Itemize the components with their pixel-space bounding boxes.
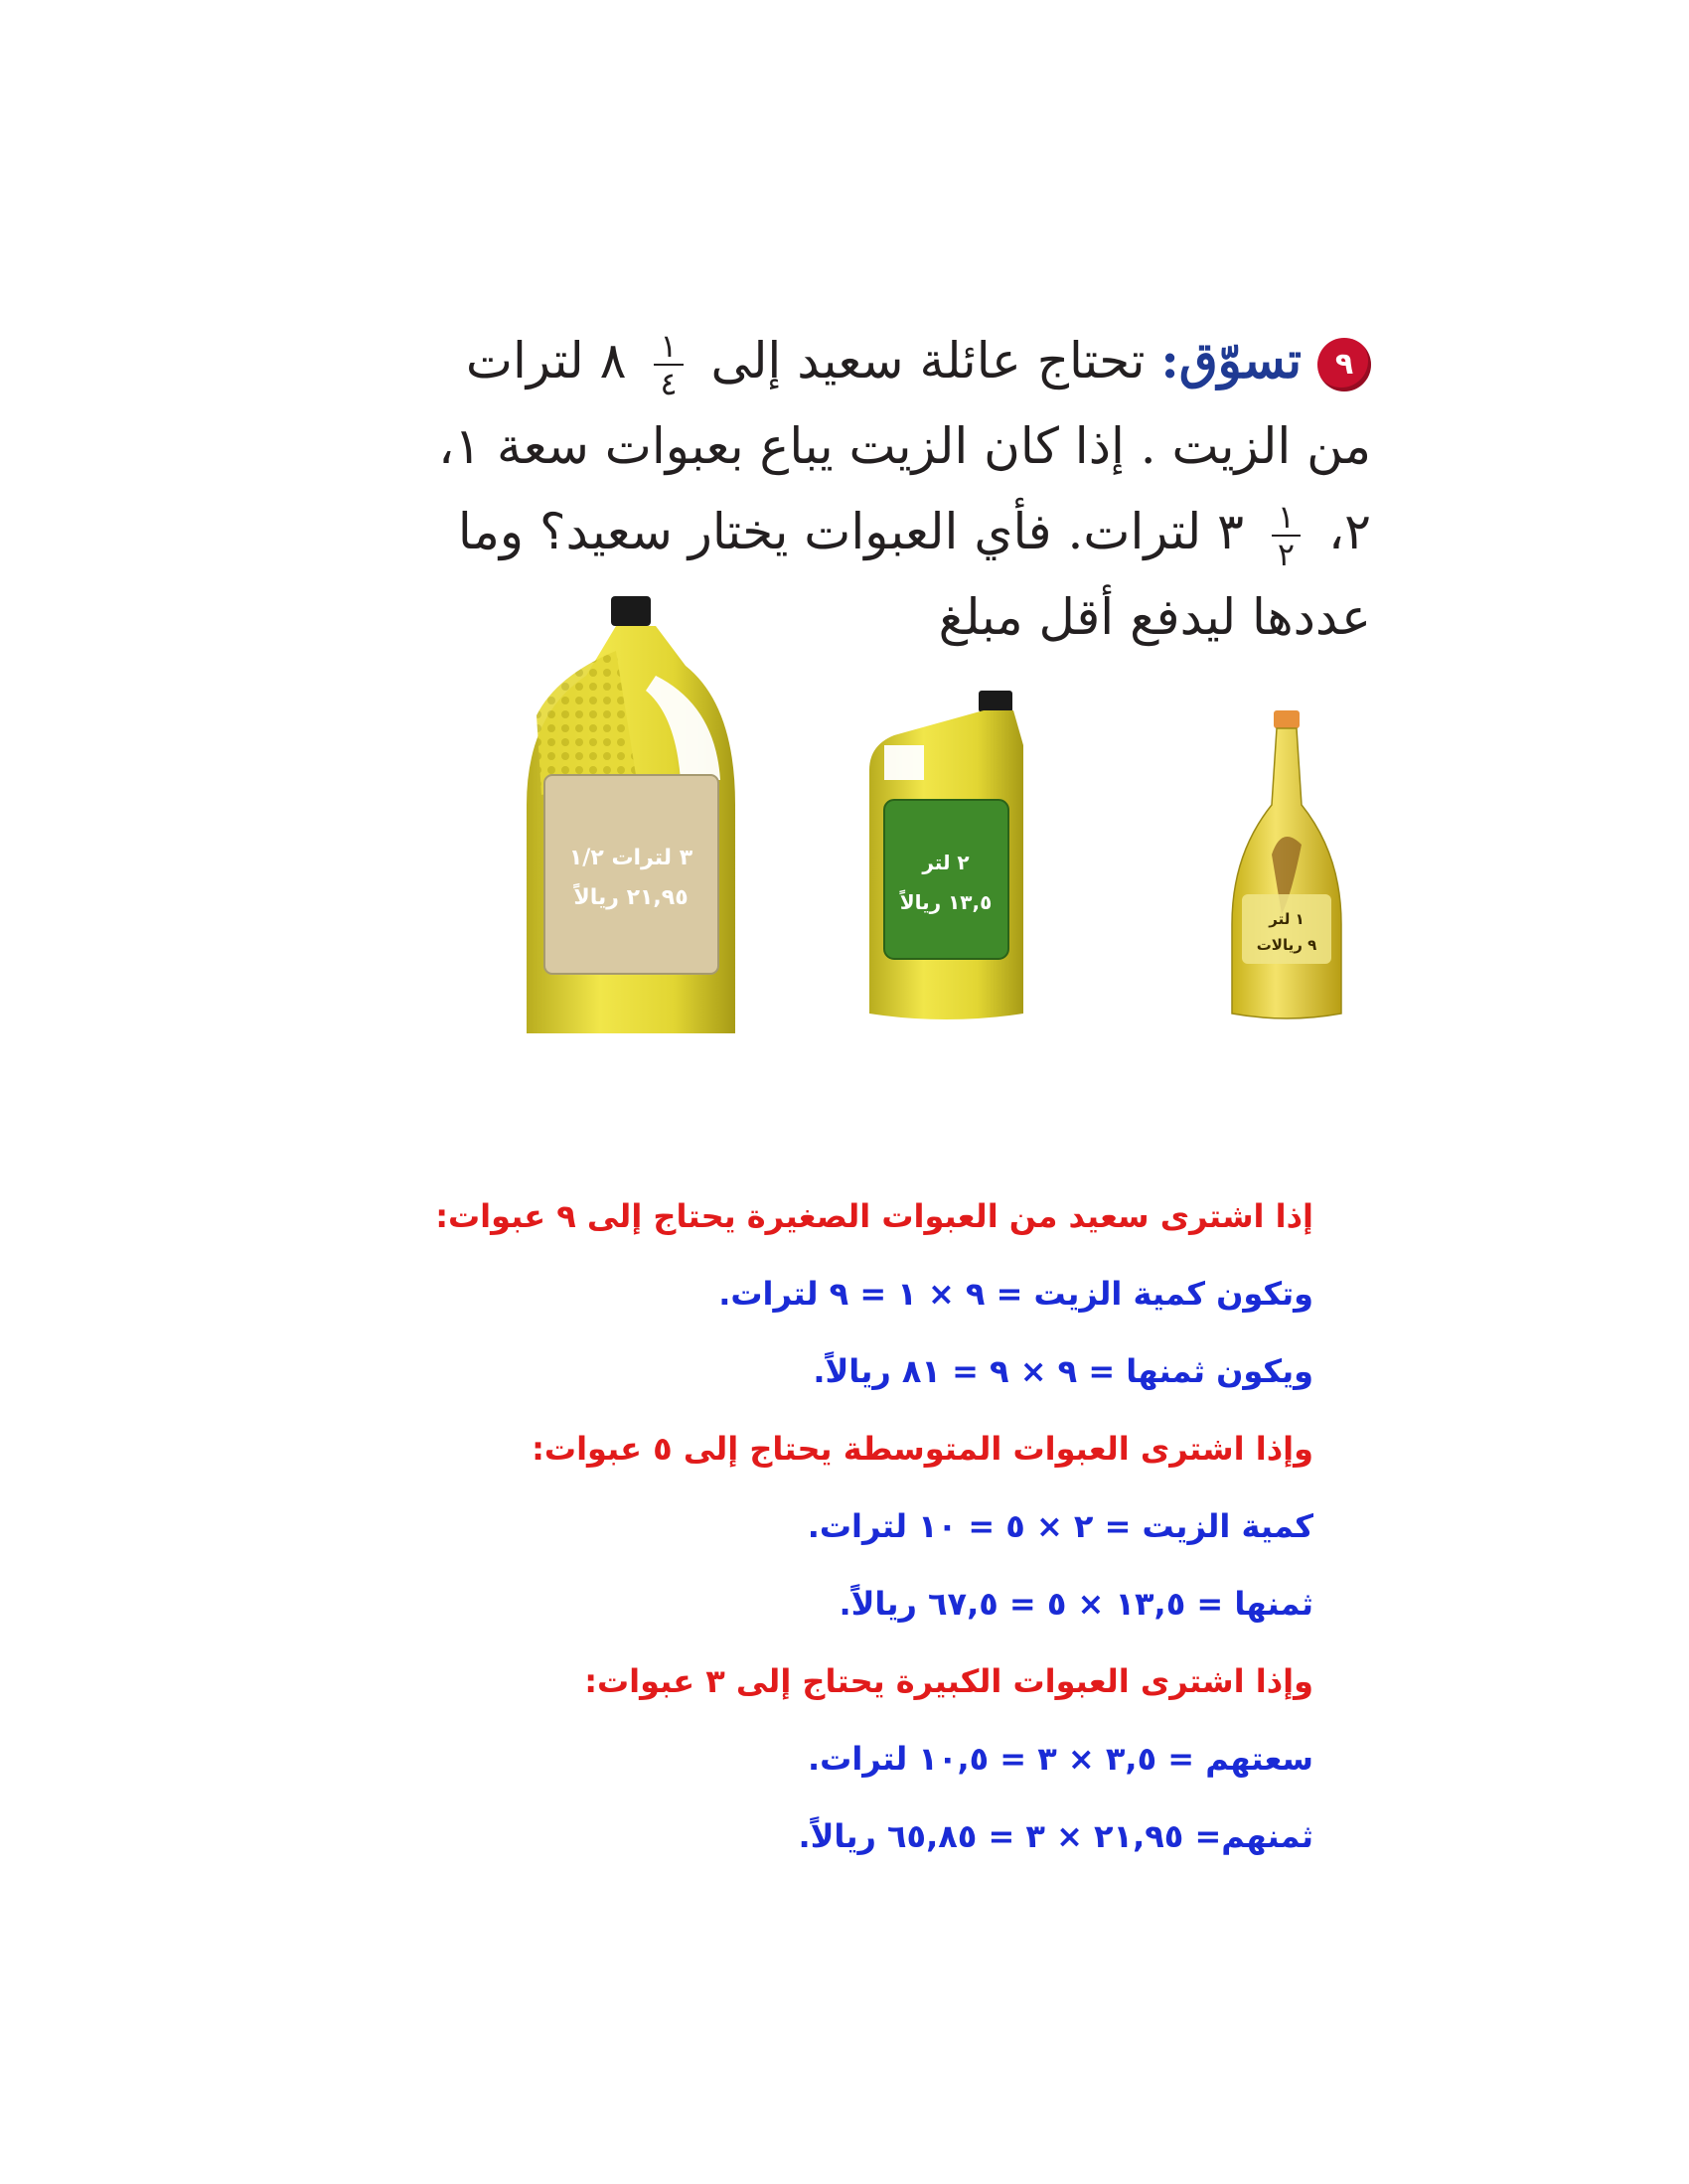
solution-line: ويكون ثمنها = ٩ × ٩ = ٨١ ريالاً. (813, 1352, 1313, 1390)
problem-text-1b: ٨ لترات (465, 332, 627, 390)
large-jug-price-label: ٢١,٩٥ ريالاً (573, 885, 689, 910)
oil-bottles-illustration (517, 596, 1446, 1033)
solution-line: ثمنها = ١٣,٥ × ٥ = ٦٧,٥ ريالاً. (839, 1585, 1313, 1623)
fraction-quarter (654, 328, 683, 401)
solution-block (417, 1177, 1313, 1875)
fraction-numerator: ١ (1272, 499, 1301, 537)
problem-line-2: من الزيت . إذا كان الزيت يباع بعبوات سعة ١، (438, 417, 1371, 475)
problem-line-1 (427, 318, 1371, 403)
solution-line: سعتهم = ٣,٥ × ٣ = ١٠,٥ لترات. (808, 1740, 1313, 1778)
medium-oil-jug (869, 691, 1023, 1019)
small-oil-bottle (1232, 710, 1341, 1018)
problem-text-3a: ٢، (1328, 503, 1371, 560)
large-jug-size-label: ٣ لترات ١/٢ (568, 846, 693, 870)
question-number-badge: ٩ (1317, 338, 1371, 391)
problem-line-4: عددها ليدفع أقل مبلغ (938, 588, 1371, 646)
fraction-denominator: ٢ (1277, 536, 1296, 573)
medium-jug-price-label: ١٣,٥ ريالاً (899, 890, 993, 914)
medium-jug-size-label: ٢ لتر (922, 851, 970, 874)
small-bottle-price-label: ٩ ريالات (1256, 936, 1317, 954)
solution-line: ثمنهم= ٢١,٩٥ × ٣ = ٦٥,٨٥ ريالاً. (798, 1817, 1313, 1855)
solution-line: وإذا اشترى العبوات المتوسطة يحتاج إلى ٥ عبوات: (532, 1430, 1313, 1468)
problem-title: تسوّق: (1160, 331, 1302, 390)
large-oil-jug (527, 596, 735, 1033)
problem-text-3b: ٣ لترات. فأي العبوات يختار سعيد؟ وما (457, 503, 1244, 560)
small-bottle-size-label: ١ لتر (1269, 910, 1305, 928)
problem-line-3 (427, 489, 1371, 574)
fraction-denominator: ٤ (660, 365, 678, 402)
solution-line: كمية الزيت = ٢ × ٥ = ١٠ لترات. (807, 1507, 1313, 1545)
solution-line: وتكون كمية الزيت = ٩ × ١ = ٩ لترات. (718, 1275, 1313, 1313)
solution-line: إذا اشترى سعيد من العبوات الصغيرة يحتاج إلى ٩ عبوات: (435, 1197, 1313, 1235)
problem-text-1a: تحتاج عائلة سعيد إلى (710, 332, 1146, 390)
solution-line: وإذا اشترى العبوات الكبيرة يحتاج إلى ٣ عبوات: (584, 1662, 1313, 1700)
fraction-numerator: ١ (654, 328, 683, 366)
fraction-half (1272, 499, 1301, 572)
